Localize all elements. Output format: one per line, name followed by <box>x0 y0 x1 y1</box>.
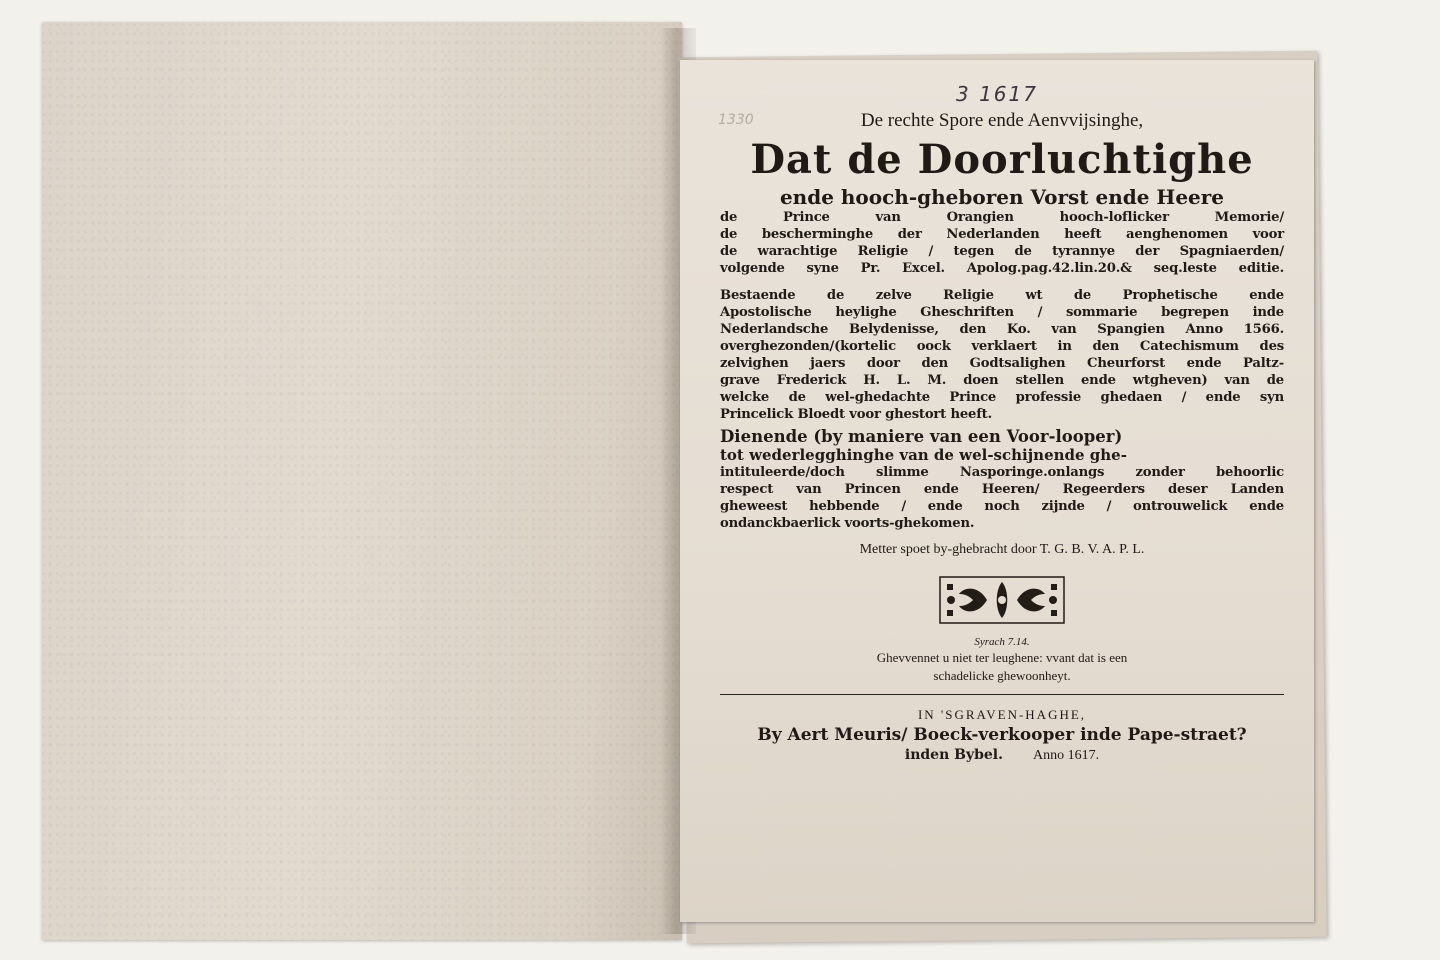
blank-left-page <box>42 22 682 940</box>
para3-line: respect van Princen ende Heeren/ Regeerders deser Landen <box>720 482 1284 497</box>
handwritten-annotation: 3 1617 <box>956 82 1038 106</box>
horizontal-rule <box>720 694 1284 695</box>
faint-pencil-annotation: 1330 <box>718 112 754 128</box>
printers-ornament-icon <box>939 576 1065 624</box>
imprint-printer: By Aert Meuris/ Boeck-verkooper inde Pape-straet? <box>757 725 1247 745</box>
paragraph-1 <box>720 209 1284 277</box>
para1-line: de warachtige Religie / tegen de tyrannye der Spagniaerden/ <box>720 244 1284 259</box>
quote-line-1: Ghevvennet u niet ter leughene: vvant dat is een <box>876 650 1128 665</box>
para2-line: Nederlandsche Belydenisse, den Ko. van Spangien Anno 1566. <box>720 322 1284 337</box>
para2-line: grave Frederick H. L. M. doen stellen ende wtgheven) van de <box>720 373 1284 388</box>
title-line-1: De rechte Spore ende Aenvvijsinghe, <box>860 110 1144 131</box>
title-line-2: Dat de Doorluchtighe <box>750 136 1254 183</box>
imprint-place: IN 'SGRAVEN-HAGHE, <box>917 707 1087 722</box>
para1-line: volgende syne Pr. Excel. Apolog.pag.42.lin.20.& seq.leste editie. <box>720 261 1284 276</box>
para2-line: Princelick Bloedt voor ghestort heeft. <box>720 407 992 422</box>
para3-line: gheweest hebbende / ende noch zijnde / ontrouwelick ende <box>720 499 1284 514</box>
imprint-year: Anno 1617. <box>1032 748 1100 763</box>
para2-line: Bestaende de zelve Religie wt de Prophetische ende <box>720 288 1284 303</box>
para3-line: ondanckbaerlick voorts-ghekomen. <box>720 516 975 531</box>
title-line-4: Dienende (by maniere van een Voor-looper) <box>720 427 1123 446</box>
title-page-text <box>718 82 1284 764</box>
syrach-reference: Syrach 7.14. <box>974 636 1030 648</box>
metter-line: Metter spoet by-ghebracht door T. G. B. V. A. P. L. <box>859 542 1145 557</box>
title-line-5: tot wederlegghinghe van de wel-schijnende ghe- <box>720 446 1127 464</box>
para2-line: welcke de wel-ghedachte Prince professie ghedaen / ende syn <box>720 390 1284 405</box>
para1-line: de bescherminghe der Nederlanden heeft aenghenomen voor <box>720 227 1284 242</box>
title-page <box>680 60 1314 922</box>
para2-line: Apostolische heylighe Gheschriften / sommarie begrepen inde <box>720 305 1284 320</box>
imprint-sign: inden Bybel. <box>904 747 1003 763</box>
para2-line: zelvighen jaers door den Godtsalighen Cheurforst ende Paltz- <box>720 356 1284 371</box>
quote-line-2: schadelicke ghewoonheyt. <box>933 668 1071 683</box>
para2-line: overghezonden/(kortelic oock verklaert in den Catechismum des <box>720 339 1284 354</box>
paragraph-2 <box>720 287 1284 423</box>
title-line-3: ende hooch-gheboren Vorst ende Heere <box>779 185 1225 209</box>
imprint-date-line <box>720 747 1284 764</box>
paragraph-3 <box>720 464 1284 532</box>
para1-line: de Prince van Orangien hooch-loflicker Memorie/ <box>720 210 1284 225</box>
para3-line: intituleerde/doch slimme Nasporinge.onlangs zonder behoorlic <box>720 465 1284 480</box>
